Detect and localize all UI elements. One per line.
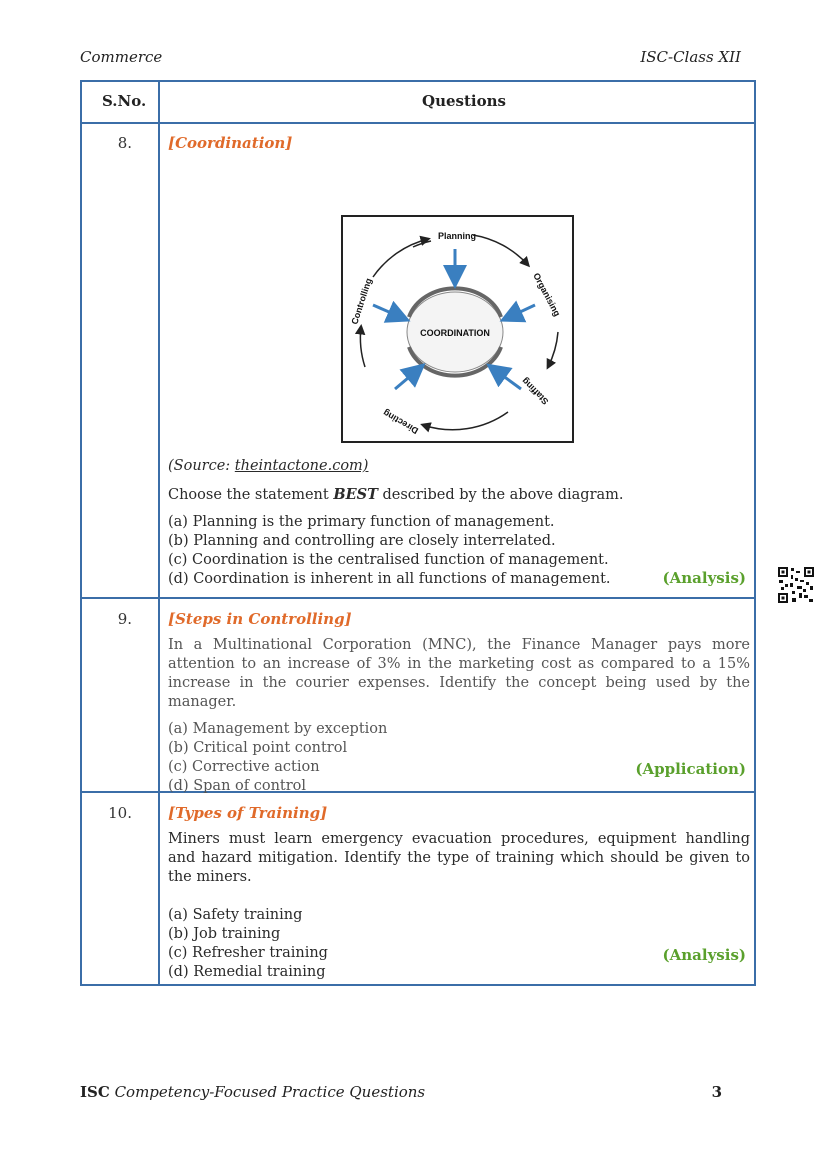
cognitive-level-tag: (Analysis) — [662, 946, 746, 964]
row-divider — [82, 597, 754, 599]
stem-emphasis: BEST — [333, 486, 378, 503]
option: (d) Coordination is inherent in all functions of management. — [168, 571, 611, 587]
question-topic: [Types of Training] — [168, 804, 328, 822]
options-list — [168, 906, 750, 982]
cycle-arrow — [423, 412, 508, 430]
inward-arrow — [373, 305, 405, 319]
inward-arrow — [491, 367, 521, 389]
questions-table — [80, 80, 756, 986]
option: (a) Management by exception — [168, 721, 388, 737]
inward-arrow — [505, 305, 535, 319]
option: (c) Coordination is the centralised function of management. — [168, 552, 609, 568]
center-label: COORDINATION — [420, 328, 490, 338]
stem-text: described by the above diagram. — [377, 487, 624, 503]
cycle-arrow — [548, 332, 558, 367]
source-prefix: (Source: — [168, 458, 235, 474]
row-divider — [82, 122, 754, 124]
options-list — [168, 720, 750, 796]
option: (b) Job training — [168, 926, 281, 942]
option: (d) Remedial training — [168, 964, 326, 980]
source-link[interactable]: theintactone.com) — [234, 458, 369, 474]
question-topic: [Steps in Controlling] — [168, 610, 352, 628]
header-subject: Commerce — [80, 48, 163, 66]
label-controlling: Controlling — [349, 276, 374, 326]
label-organising: Organising — [531, 271, 563, 318]
option: (a) Safety training — [168, 907, 303, 923]
option: (c) Corrective action — [168, 759, 320, 775]
label-directing: Directing — [381, 407, 420, 436]
question-stem — [168, 485, 750, 505]
qr-code-icon[interactable] — [777, 566, 815, 604]
column-divider — [158, 82, 160, 984]
footer-subtitle: Competency-Focused Practice Questions — [109, 1083, 426, 1101]
cycle-arrow — [360, 327, 365, 367]
option: (b) Planning and controlling are closely interrelated. — [168, 533, 556, 549]
question-number: 10. — [108, 804, 132, 822]
page-number: 3 — [711, 1083, 722, 1101]
footer-title — [80, 1083, 425, 1101]
stem-text: Choose the statement — [168, 487, 334, 503]
coordination-cycle-svg — [343, 217, 572, 441]
question-topic: [Coordination] — [168, 134, 293, 152]
inward-arrow — [395, 367, 421, 389]
cognitive-level-tag: (Application) — [635, 760, 746, 778]
label-staffing: Staffing — [519, 375, 551, 407]
option: (b) Critical point control — [168, 740, 348, 756]
column-header-sno: S.No. — [102, 92, 147, 110]
footer-brand: ISC — [80, 1083, 110, 1101]
option: (c) Refresher training — [168, 945, 328, 961]
option: (d) Span of control — [168, 778, 307, 794]
question-stem: Miners must learn emergency evacuation procedures, equipment handling and hazard mitigation. Identify the type of training which should be given to the miners. — [168, 831, 750, 885]
source-line — [168, 457, 750, 476]
column-header-questions: Questions — [422, 92, 506, 110]
label-planning: Planning — [438, 231, 476, 241]
question-stem: In a Multinational Corporation (MNC), the Finance Manager pays more attention to an increase of 3% in the marketing cost as compared to a 15% increase in the courier expenses. Identify the concept being used by the manager. — [168, 637, 750, 710]
question-number: 9. — [117, 610, 132, 628]
cognitive-level-tag: (Analysis) — [662, 569, 746, 587]
coordination-diagram — [341, 215, 574, 443]
option: (a) Planning is the primary function of management. — [168, 514, 555, 530]
cycle-arrow — [473, 235, 528, 265]
header-class: ISC-Class XII — [640, 48, 741, 66]
question-number: 8. — [117, 134, 132, 152]
